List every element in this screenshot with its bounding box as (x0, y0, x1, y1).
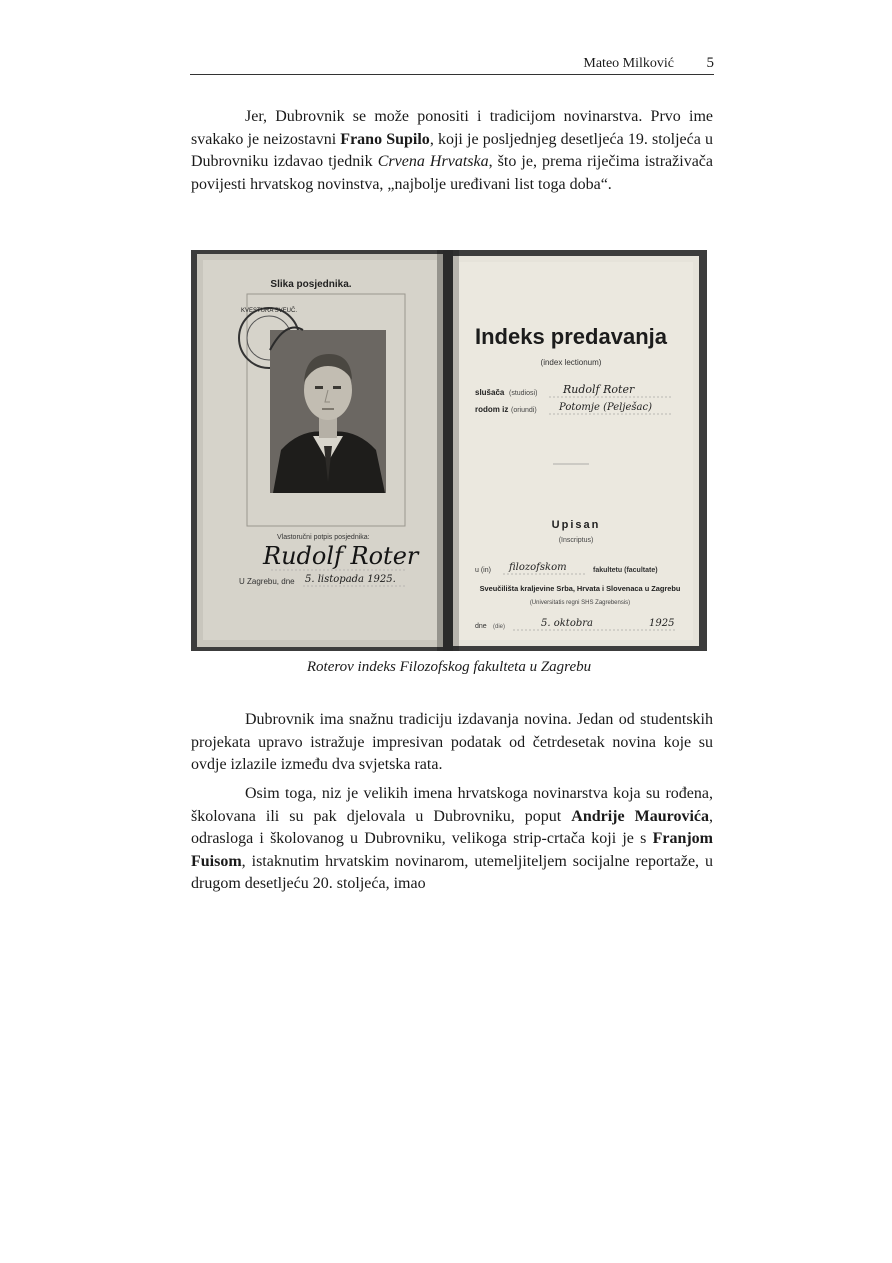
origin-value-handwritten: Potomje (Pelješac) (559, 402, 652, 413)
handwritten-date-left: 5. listopada 1925. (305, 574, 396, 585)
photo-label: Slika posjednika. (270, 279, 352, 290)
university-latin: (Universitatis regni SHS Zagrebensis) (529, 600, 631, 606)
text-run: Osim toga, niz je velikih imena hrvatskoga novinarstva koja su rođena, školovana ili su pak djelovala u Dubrovniku, poput (191, 785, 713, 825)
signature-label: Vlastoručni potpis posjednika: (277, 534, 370, 541)
bold-name-franjo-fuis: Franjom Fuisom (191, 830, 713, 870)
stamp-text: KVESTURA SVEUČ. (240, 308, 298, 314)
date-value-handwritten: 5. oktobra (541, 618, 593, 629)
faculty-label: fakultetu (facultate) (593, 567, 658, 574)
student-name-handwritten: Rudolf Roter (563, 383, 635, 396)
text-run: , što je, prema riječima istraživača povijesti hrvatskog novinstva, „najbolje uređivani list toga doba“. (191, 153, 713, 193)
index-book-photo (191, 250, 707, 651)
page-number: 5 (706, 55, 714, 71)
header-author: Mateo Milković (583, 56, 674, 71)
italic-title-crvena-hrvatska: Crvena Hrvatska (377, 153, 489, 171)
date-label: dne (475, 623, 487, 630)
paragraph-tradition (191, 709, 713, 777)
student-label-latin: (studiosi) (509, 390, 538, 397)
paragraph-supilo (191, 106, 713, 196)
index-title: Indeks predavanja (475, 324, 667, 349)
text-run: , istaknutim hrvatskim novinarom, utemeljiteljem socijalne reportaže, u drugom desetljeću 20. stoljeća, imao (191, 852, 713, 893)
enrolled-latin: (Inscriptus) (558, 537, 594, 544)
faculty-value-handwritten: filozofskom (509, 562, 567, 573)
text-run: , odrasloga i školovanog u Dubrovniku, velikoga strip-crtača koji je s (191, 807, 714, 848)
date-label-latin: (die) (493, 624, 506, 630)
origin-label-latin: (oriundi) (511, 407, 537, 414)
text-run: Dubrovnik ima snažnu tradiciju izdavanja novina. Jedan od studentskih projekata upravo istražuje impresivan podatak od četrdesetak novina koje su ovdje izlazile između dva svjetska rata. (191, 711, 713, 774)
faculty-prefix: u (in) (475, 567, 491, 574)
bold-name-andrija-maurovic: Andrije Maurovića (571, 807, 710, 825)
enrolled-heading: Upisan (551, 519, 601, 531)
university-line: Sveučilišta kraljevine Srba, Hrvata i Slovenaca u Zagrebu (479, 584, 681, 593)
index-subtitle: (index lectionum) (540, 358, 602, 367)
handwritten-signature: Rudolf Roter (263, 542, 419, 570)
portrait-photo (270, 328, 386, 494)
bold-name-frano-supilo: Frano Supilo (340, 130, 430, 148)
place-date-label: U Zagrebu, dne (239, 577, 295, 586)
student-label: slušača (475, 388, 505, 397)
text-run: , koji je posljednjeg desetljeća 19. stoljeća u Dubrovniku izdavao tjednik (191, 130, 714, 171)
origin-label: rodom iz (475, 405, 509, 414)
running-header (190, 52, 714, 75)
paragraph-journalists (191, 783, 713, 896)
figure-caption: Roterov indeks Filozofskog fakulteta u Zagrebu (306, 659, 592, 675)
year-value-handwritten: 1925 (649, 618, 675, 629)
text-run: Jer, Dubrovnik se može ponositi i tradicijom novinarstva. Prvo ime svakako je neizostavni (191, 108, 713, 148)
